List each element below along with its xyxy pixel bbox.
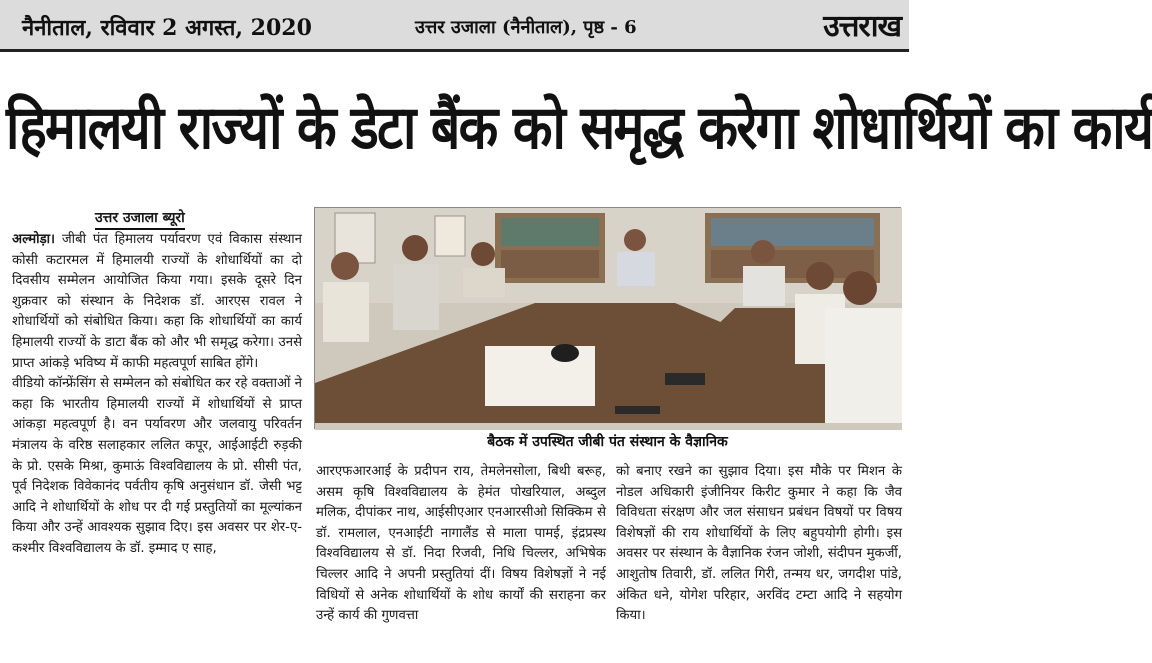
article-column-3 [616, 462, 902, 627]
photo-caption: बैठक में उपस्थित जीबी पंत संस्थान के वैज्ञानिक [487, 434, 728, 450]
paragraph-text: जीबी पंत हिमालय पर्यावरण एवं विकास संस्थान कोसी कटारमल में हिमालयी राज्यों के शोधार्थियों का दो दिवसीय सम्मेलन आयोजित किया गया। इसके दूसरे दिन शुक्रवार को संस्थान के निदेशक डॉ. आरएस रावल ने शोधार्थियों को संबोधित किया। कहा कि शोधार्थियों का कार्य हिमालयी राज्यों के डाटा बैंक को और भी समृद्ध करेगा। उनसे प्राप्त आंकड़े भविष्य में काफी महत्वपूर्ण साबित होंगे। [12, 232, 302, 371]
meeting-photo-illustration [315, 208, 902, 430]
dateline: अल्मोड़ा। [12, 232, 56, 247]
article-paragraph: वीडियो कॉन्फ्रेंसिंग से सम्मेलन को संबोधित कर रहे वक्ताओं ने कहा कि भारतीय हिमालयी राज्यों में शोधार्थियों से प्राप्त आंकड़ा महत्वपूर्ण है। वन पर्यावरण और जलवायु परिवर्तन मंत्रालय के वरिष्ठ सलाहकार ललित कपूर, आईआईटी रुड़की के प्रो. एसके मिश्रा, कुमाऊं विश्वविद्यालय के प्रो. सीसी पंत, पूर्व निदेशक विवेकानंद पर्वतीय कृषि अनुसंधान डॉ. जेसी भट्ट आदि ने शोधार्थियों के शोध पर दी गई प्रस्तुतियों का मूल्यांकन किया और उन्हें आवश्यक सुझाव दिए। इस अवसर पर शेर-ए-कश्मीर विश्वविद्यालय के डॉ. इम्माद ए साह, [12, 376, 302, 556]
masthead-section: उत्तराख [823, 9, 901, 44]
masthead [0, 0, 909, 52]
masthead-paper-page: उत्तर उजाला (नैनीताल), पृष्ठ - 6 [415, 17, 637, 38]
article-column-1 [12, 230, 302, 560]
article-paragraph [12, 230, 302, 374]
article-paragraph: आरएफआरआई के प्रदीपन राय, तेमलेनसोला, बिथी बरूह, असम कृषि विश्वविद्यालय के हेमंत पोखरियाल, अब्दुल मलिक, दीपांकर नाथ, आईसीएआर एनआरसीओ सिक्किम से डॉ. रामलाल, एनआईटी नागालैंड से माला पामई, इंद्रप्रस्थ विश्वविद्यालय से डॉ. निदा रिजवी, निधि चिल्लर, अभिषेक चिल्लर आदि ने अपनी प्रस्तुतियां दीं। विषय विशेषज्ञों ने नई विधियों से अनेक शोधार्थियों के शोध कार्यों की सराहना कर उन्हें कार्य की गुणवत्ता [316, 464, 606, 624]
article-paragraph: को बनाए रखने का सुझाव दिया। इस मौके पर मिशन के नोडल अधिकारी इंजीनियर किरीट कुमार ने कहा कि जैव विविधता संरक्षण और जल संसाधन प्रबंधन विषयों पर विषय विशेषज्ञों की राय शोधार्थियों के लिए बहुपयोगी होगी। इस अवसर पर संस्थान के वैज्ञानिक रंजन जोशी, संदीपन मुकर्जी, आशुतोष तिवारी, डॉ. ललित गिरी, तन्मय धर, जगदीश पांडे, अंकित धने, योगेश परिहार, अरविंद टम्टा आदि ने सहयोग किया। [616, 464, 902, 624]
byline: उत्तर उजाला ब्यूरो [95, 208, 185, 230]
masthead-date: नैनीताल, रविवार 2 अगस्त, 2020 [22, 15, 312, 41]
meeting-photo [314, 207, 901, 429]
article-column-2 [316, 462, 606, 627]
headline: हिमालयी राज्यों के डेटा बैंक को समृद्ध करेगा शोधार्थियों का कार्य [6, 93, 1152, 163]
